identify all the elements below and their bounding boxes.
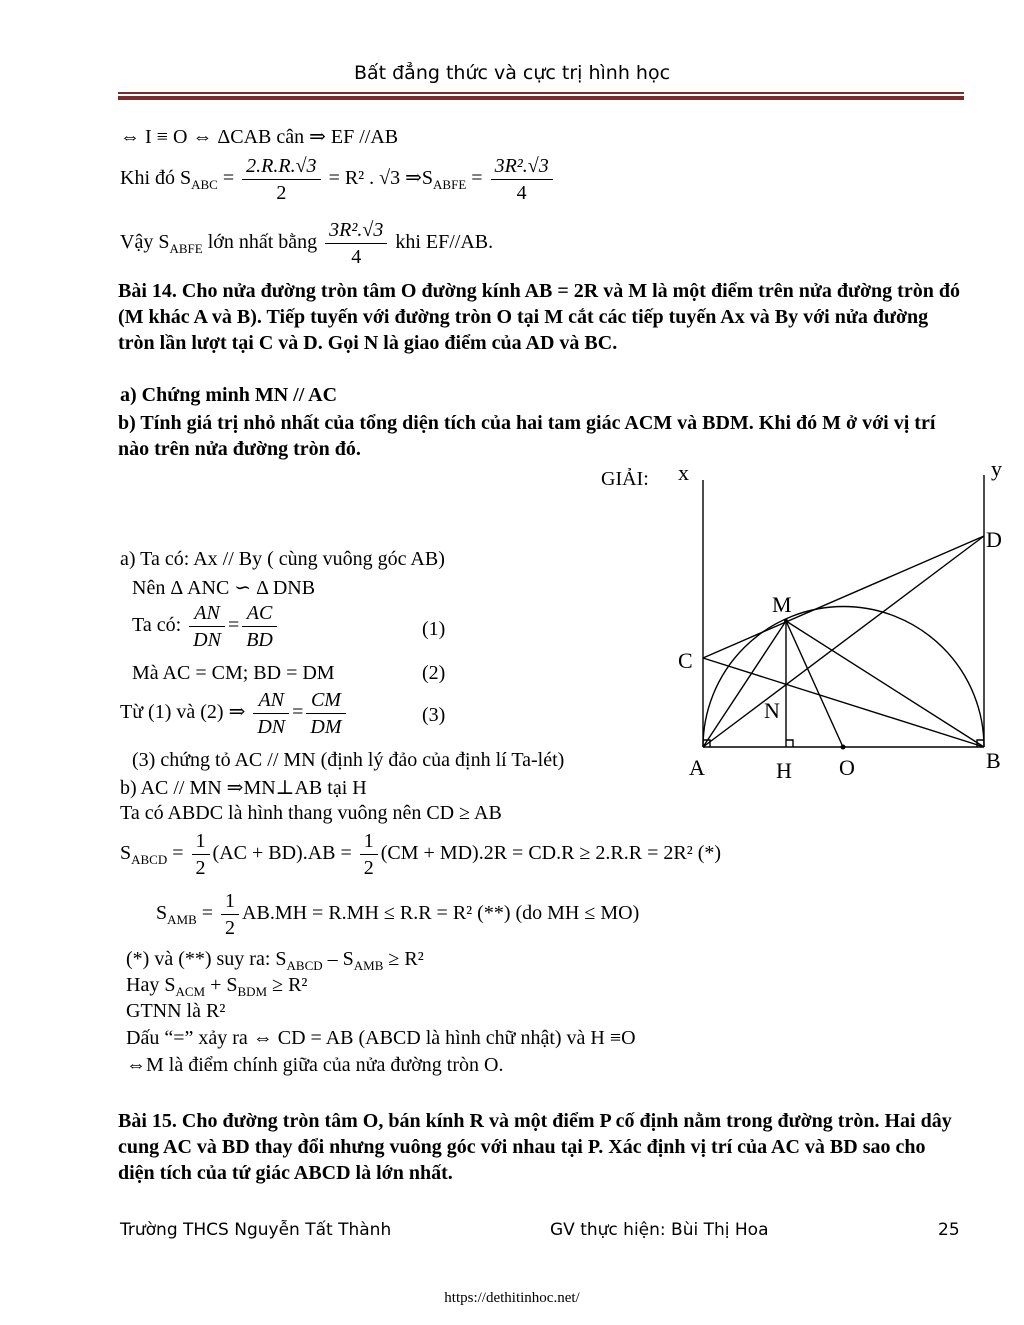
solution-tag-2: (2) [422,662,446,684]
solution-line-13: GTNN là R² [126,1000,226,1022]
label-o: O [839,755,855,780]
solution-area-abcd: $S_{ABCD}$ = $\frac{1}{2}$ (AC + BD).AB = $\frac{1}{2}$ (CM + MD).2R = CD.R ≥ 2.R.R = 2R² (*) [120,830,722,879]
solution-line-11: (*) và (**) suy ra: $S_{ABCD} - S_{AMB} \ge R^2$ [126,948,424,973]
header-rule-thick [118,96,964,100]
solution-tag-1: (1) [422,618,446,640]
solution-area-amb: $S_{AMB}$ = $\frac{1}{2}$ AB.MH = R.MH ≤ R.R = R² (**) (do MH ≤ MO) [156,890,640,939]
problem-14-part-b: b) Tính giá trị nhỏ nhất của tổng diện tích của hai tam giác ACM và BDM. Khi đó M ở với vị trí nào trên nửa đường tròn đó. [118,412,936,460]
footer-school: Trường THCS Nguyễn Tất Thành [120,1220,392,1240]
fraction-sabc: $\frac{2.R.R.√3}{2}$ [242,153,320,206]
solution-tag-3: (3) [422,704,446,726]
label-n: N [764,698,780,723]
page-header-title: Bất đẳng thức và cực trị hình học [353,62,671,84]
line-max-area: Vậy $S_{ABFE}$ lớn nhất bằng $\frac{\text{3R².√3}}{4}$ khi EF//AB. [120,219,494,268]
solution-line-12: Hay $S_{ACM} + S_{BDM} \ge R^2$ [126,974,308,999]
solution-line-2: Nên Δ ANC ∽ Δ DNB [132,577,316,599]
problem-14-part-a: a) Chứng minh MN // AC [120,384,338,406]
point-o [841,745,846,750]
label-x: x [678,460,689,485]
fraction-sabfe: $\frac{\text{3R².√3}}{4}$ [491,153,553,206]
label-y: y [991,456,1002,481]
label-d: D [986,527,1002,552]
tangent-cd [703,536,984,658]
problem-15-statement: Bài 15. Cho đường tròn tâm O, bán kính R và một điểm P cố định nằm trong đường tròn. Hai dây cung AC và BD thay đổi nhưng vuông góc với nhau tại P. Xác định vị trí của AC và BD sao cho diện tích của tứ giác ABCD là lớn nhất. [118,1110,952,1184]
footer-url: https://dethitinhoc.net/ [444,1290,580,1306]
solution-line-14: Dấu “=” xảy ra ⇔ CD = AB (ABCD là hình chữ nhật) và H ≡O [126,1027,636,1049]
solution-line-15: ⇔M là điểm chính giữa của nửa đường tròn O. [126,1054,504,1076]
solution-line-8: Ta có ABDC là hình thang vuông nên CD ≥ AB [120,802,502,824]
problem-14-statement: Bài 14. Cho nửa đường tròn tâm O đường kính AB = 2R và M là một điểm trên nửa đường tròn đó (M khác A và B). Tiếp tuyến với đường tròn O tại M cắt các tiếp tuyến Ax và By với nửa đường tròn lần lượt tại C và D. Gọi N là giao điểm của AD và BC. [118,280,960,354]
geometry-figure [670,455,1015,790]
solution-ratio-3: Từ (1) và (2) ⇒ $\frac{AN}{DN}$ = $\frac{CM}{DM}$ [120,687,349,740]
label-c: C [678,648,693,673]
point-m [784,619,788,623]
footer-teacher: GV thực hiện: Bùi Thị Hoa [550,1220,769,1240]
footer-page-number: 25 [938,1220,960,1240]
fraction-max: $\frac{\text{3R².√3}}{4}$ [325,217,387,270]
label-h: H [776,758,792,783]
line-equivalence: ⇔ I ≡ O ⇔ ΔCAB cân ⇒ EF //AB [120,126,399,148]
segment-ad [703,536,984,747]
segment-bc [703,658,984,747]
label-a: A [689,755,705,780]
line-area-abc: Khi đó $S_{ABC}$ = $\frac{2.R.R.√3}{2}$ = R² . √3 $\Rightarrow S_{ABFE}$ = $\frac{\text{3R².√3}}{4}$ [120,153,556,206]
solution-ratio-1: Ta có: $\frac{AN}{DN}$ = $\frac{AC}{BD}$ [132,600,280,653]
solution-line-6: (3) chứng tỏ AC // MN (định lý đảo của định lí Ta-lét) [132,749,565,771]
label-b: B [986,748,1001,773]
solution-line-7: b) AC // MN ⇒MN⊥AB tại H [120,777,367,799]
solution-heading: GIẢI: [601,468,649,490]
right-angle-h [786,740,793,747]
header-rule-thin [118,92,964,94]
label-m: M [772,592,792,617]
segment-mb [786,621,984,747]
solution-line-4: Mà AC = CM; BD = DM [132,662,335,684]
solution-line-1: a) Ta có: Ax // By ( cùng vuông góc AB) [120,548,445,570]
semicircle [703,606,984,747]
